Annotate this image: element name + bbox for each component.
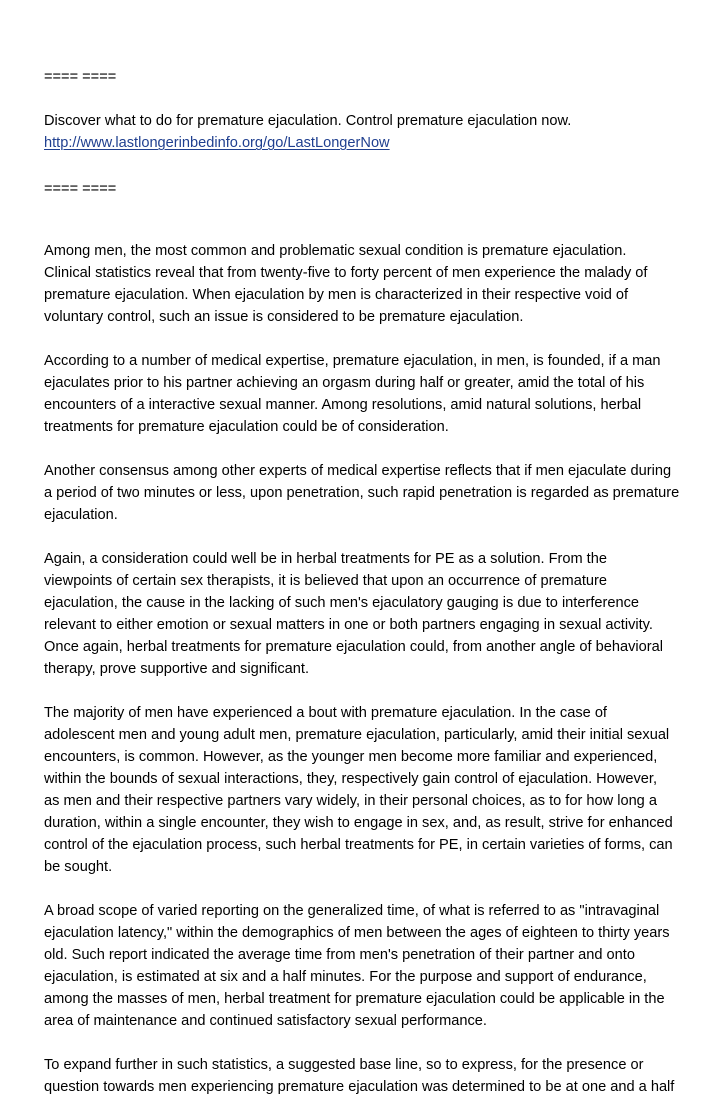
paragraph-gap: [44, 878, 694, 900]
paragraph-gap: [44, 438, 694, 460]
paragraph: [44, 900, 694, 1032]
paragraph: [44, 702, 694, 878]
paragraph-line: encounters of a interactive sexual manner. Among resolutions, amid natural solutions, herbal: [44, 397, 642, 413]
paragraph: [44, 1054, 694, 1098]
paragraph-line: ejaculation, the cause in the lacking of such men's ejaculatory gauging is due to interference: [44, 595, 640, 611]
paragraph-line: as men and their respective partners vary widely, in their personal choices, as to for how long a: [44, 793, 657, 809]
paragraph-line: ejaculation, is estimated at six and a half minutes. For the purpose and support of endurance,: [44, 969, 647, 985]
paragraph-line: According to a number of medical expertise, premature ejaculation, in men, is founded, if a man: [44, 353, 661, 369]
paragraph-line: encounters, is common. However, as the younger men become more familiar and experienced,: [44, 749, 658, 765]
paragraph: [44, 240, 694, 328]
paragraph-line: ejaculation latency," within the demographics of men between the ages of eighteen to thirty years: [44, 925, 670, 941]
paragraph: [44, 460, 694, 526]
article-body: [44, 240, 694, 1098]
paragraph-line: within the bounds of sexual interactions, they, respectively gain control of ejaculation. However,: [44, 771, 658, 787]
paragraph-line: Once again, herbal treatments for premature ejaculation could, from another angle of behavioral: [44, 639, 663, 655]
promo-text: Discover what to do for premature ejaculation. Control premature ejaculation now.: [44, 113, 572, 129]
paragraph: [44, 350, 694, 438]
paragraph-line: control of the ejaculation process, such herbal treatments for PE, in certain varieties of forms, can: [44, 837, 673, 853]
paragraph-gap: [44, 680, 694, 702]
paragraph-line: question towards men experiencing premature ejaculation was determined to be at one and a half: [44, 1079, 675, 1095]
paragraph-line: treatments for premature ejaculation could be of consideration.: [44, 419, 449, 435]
paragraph-line: To expand further in such statistics, a suggested base line, so to express, for the presence or: [44, 1057, 644, 1073]
paragraph-line: premature ejaculation. When ejaculation by men is characterized in their respective void of: [44, 287, 629, 303]
paragraph-line: therapy, prove supportive and significant.: [44, 661, 310, 677]
paragraph-line: old. Such report indicated the average time from men's penetration of their partner and onto: [44, 947, 635, 963]
paragraph-line: area of maintenance and continued satisfactory sexual performance.: [44, 1013, 487, 1029]
paragraph-line: adolescent men and young adult men, premature ejaculation, particularly, amid their initial sexual: [44, 727, 670, 743]
paragraph-gap: [44, 1032, 694, 1054]
paragraph-line: duration, within a single encounter, they wish to engage in sex, and, as result, strive for enhanced: [44, 815, 673, 831]
paragraph-gap: [44, 526, 694, 548]
paragraph-line: among the masses of men, herbal treatment for premature ejaculation could be applicable in the: [44, 991, 665, 1007]
paragraph-line: viewpoints of certain sex therapists, it is believed that upon an occurrence of premature: [44, 573, 607, 589]
paragraph-line: The majority of men have experienced a bout with premature ejaculation. In the case of: [44, 705, 607, 721]
paragraph-line: be sought.: [44, 859, 113, 875]
paragraph-line: A broad scope of varied reporting on the generalized time, of what is referred to as "intravaginal: [44, 903, 660, 919]
paragraph-line: Again, a consideration could well be in herbal treatments for PE as a solution. From the: [44, 551, 607, 567]
paragraph-gap: [44, 328, 694, 350]
separator-top: ==== ====: [44, 69, 117, 85]
promo-link[interactable]: http://www.lastlongerinbedinfo.org/go/LastLongerNow: [44, 135, 390, 151]
document-page: [44, 66, 694, 1098]
paragraph: [44, 548, 694, 680]
paragraph-line: ejaculation.: [44, 507, 118, 523]
paragraph-line: Clinical statistics reveal that from twenty-five to forty percent of men experience the malady of: [44, 265, 648, 281]
paragraph-line: relevant to either emotion or sexual matters in one or both partners engaging in sexual activity.: [44, 617, 653, 633]
paragraph-line: voluntary control, such an issue is considered to be premature ejaculation.: [44, 309, 524, 325]
paragraph-line: Another consensus among other experts of medical expertise reflects that if men ejaculate during: [44, 463, 672, 479]
separator-bottom: ==== ====: [44, 181, 117, 197]
paragraph-line: ejaculates prior to his partner achieving an orgasm during half or greater, amid the total of his: [44, 375, 645, 391]
paragraph-line: a period of two minutes or less, upon penetration, such rapid penetration is regarded as premature: [44, 485, 680, 501]
paragraph-line: Among men, the most common and problematic sexual condition is premature ejaculation.: [44, 243, 627, 259]
